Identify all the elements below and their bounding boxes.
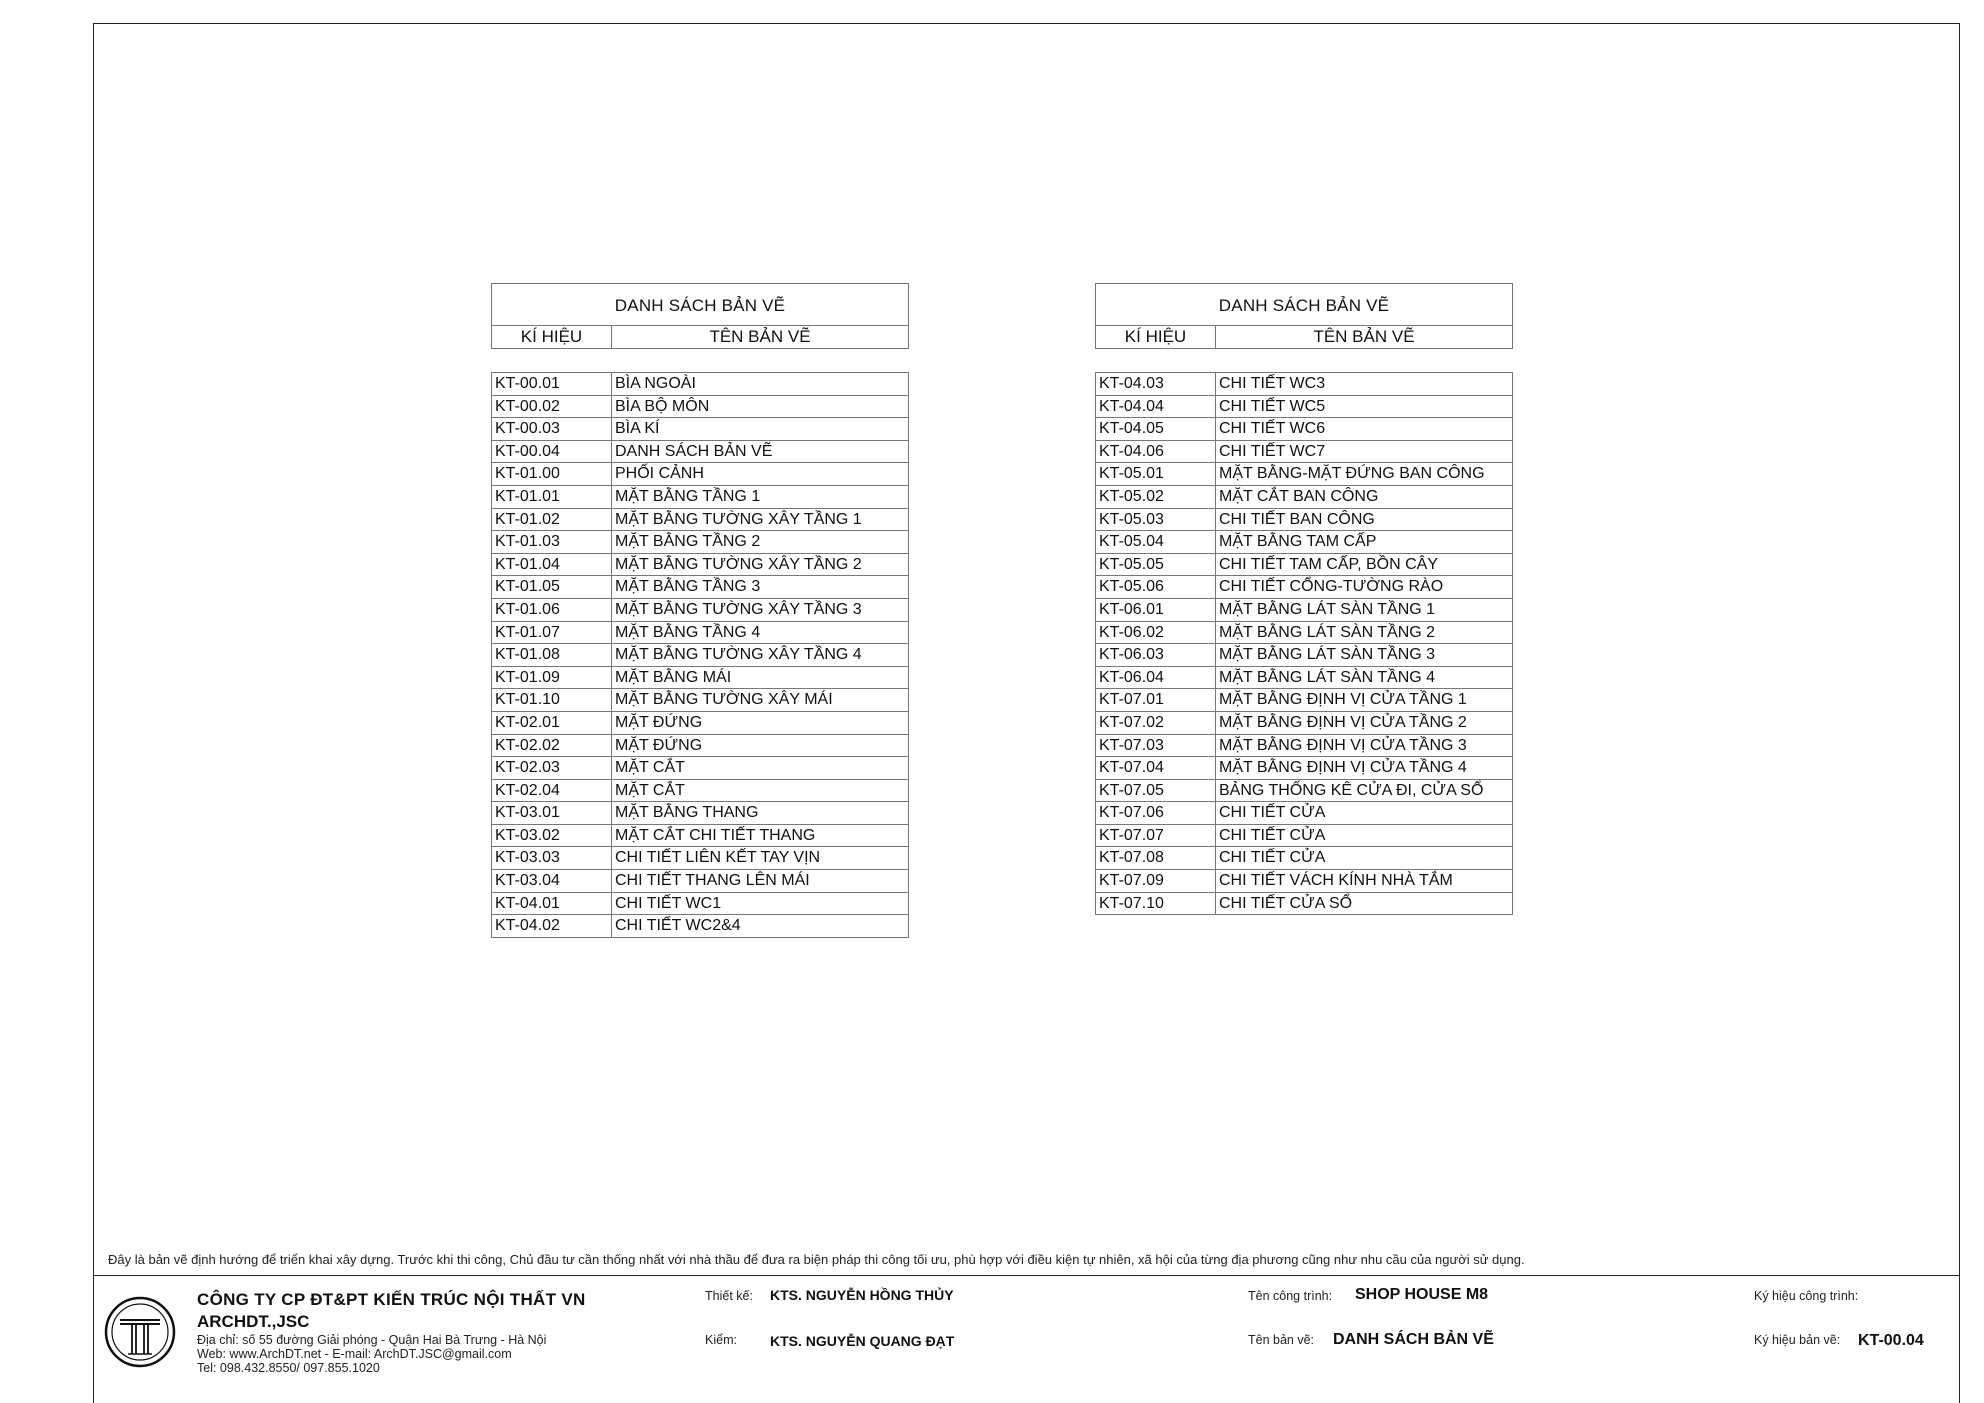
- drawing-code-cell: KT-03.01: [492, 802, 612, 824]
- table-row: [1096, 712, 1512, 735]
- drawing-name-cell: MẶT BẰNG ĐỊNH VỊ CỬA TẦNG 1: [1219, 691, 1467, 709]
- table-row: [1096, 486, 1512, 509]
- drawing-list-table-1: [491, 283, 909, 938]
- checker-label: Kiểm:: [705, 1333, 737, 1347]
- drawing-name-cell: BÌA NGOÀI: [615, 375, 696, 392]
- drawing-name-cell: MẶT BẰNG TƯỜNG XÂY TẦNG 3: [615, 600, 862, 618]
- drawing-code-cell: KT-06.03: [1096, 644, 1216, 666]
- drawing-name-cell: CHI TIẾT CỬA SỔ: [1219, 894, 1353, 912]
- table-row: [1096, 418, 1512, 441]
- designer-label: Thiết kế:: [705, 1289, 753, 1303]
- drawing-name-cell: MẶT BẰNG TẦNG 4: [615, 623, 761, 641]
- table-row: [1096, 531, 1512, 554]
- col-code-header: KÍ HIỆU: [1096, 326, 1216, 348]
- drawing-name-cell: BẢNG THỐNG KÊ CỬA ĐI, CỬA SỔ: [1219, 781, 1484, 799]
- drawing-code-cell: KT-06.01: [1096, 599, 1216, 621]
- drawing-name-cell: CHI TIẾT WC3: [1219, 375, 1326, 392]
- drawing-name-cell: MẶT CẮT: [615, 781, 685, 799]
- table-row: [1096, 802, 1512, 825]
- drawing-code-cell: KT-03.03: [492, 847, 612, 869]
- drawing-code-cell: KT-07.03: [1096, 735, 1216, 757]
- drawing-code-cell: KT-01.09: [492, 667, 612, 689]
- drawing-code-cell: KT-01.03: [492, 531, 612, 553]
- table-row: [1096, 667, 1512, 690]
- table-row: [492, 554, 908, 577]
- table-row: [492, 757, 908, 780]
- table-rows: [491, 372, 909, 938]
- drawing-name-cell: CHI TIẾT CỬA: [1219, 849, 1326, 867]
- drawing-code-cell: KT-01.04: [492, 554, 612, 576]
- table-row: [492, 802, 908, 825]
- drawing-code-cell: KT-02.02: [492, 735, 612, 757]
- table-row: [492, 418, 908, 441]
- drawing-name-cell: CHI TIẾT WC7: [1219, 442, 1326, 460]
- drawing-code-cell: KT-07.05: [1096, 780, 1216, 802]
- drawing-name-cell: MẶT BẰNG ĐỊNH VỊ CỬA TẦNG 2: [1219, 713, 1467, 731]
- table-row: [1096, 825, 1512, 848]
- table-row: [1096, 870, 1512, 893]
- table-row: [1096, 509, 1512, 532]
- table-row: [492, 486, 908, 509]
- company-address: Địa chỉ: số 55 đường Giải phóng - Quận Hai Bà Trưng - Hà Nội: [197, 1333, 547, 1347]
- drawing-name-cell: MẶT ĐỨNG: [615, 713, 703, 731]
- drawing-name-cell: CHI TIẾT BAN CÔNG: [1219, 510, 1375, 528]
- drawing-code-cell: KT-02.01: [492, 712, 612, 734]
- drawing-name-cell: CHI TIẾT TAM CẤP, BỒN CÂY: [1219, 555, 1439, 573]
- drawing-code-cell: KT-05.06: [1096, 576, 1216, 598]
- table-title: DANH SÁCH BẢN VẼ: [1218, 296, 1390, 315]
- drawing-name-cell: MẶT BẰNG TAM CẤP: [1219, 533, 1377, 551]
- drawing-name-cell: MẶT BẰNG TƯỜNG XÂY TẦNG 1: [615, 510, 862, 528]
- drawing-code-cell: KT-01.05: [492, 576, 612, 598]
- drawing-name-cell: MẶT BẰNG TẦNG 2: [615, 533, 761, 551]
- table-row: [492, 441, 908, 464]
- table-header: [1095, 283, 1513, 349]
- table-row: [1096, 780, 1512, 803]
- drawing-name-cell: MẶT BẰNG LÁT SÀN TẦNG 2: [1219, 623, 1436, 641]
- table-row: [492, 463, 908, 486]
- drawing-name-cell: CHI TIẾT WC1: [615, 894, 722, 912]
- table-row: [1096, 757, 1512, 780]
- drawing-code-cell: KT-07.09: [1096, 870, 1216, 892]
- company-web: Web: www.ArchDT.net - E-mail: ArchDT.JSC@gmail.com: [197, 1347, 512, 1361]
- table-row: [1096, 644, 1512, 667]
- table-row: [492, 667, 908, 690]
- drawing-code-cell: KT-04.01: [492, 893, 612, 915]
- drawing-name-cell: CHI TIẾT CỔNG-TƯỜNG RÀO: [1219, 578, 1444, 596]
- drawing-name-cell: MẶT BẰNG LÁT SÀN TẦNG 4: [1219, 668, 1436, 686]
- drawing-name-cell: CHI TIẾT WC6: [1219, 420, 1326, 438]
- drawing-code-cell: KT-04.02: [492, 915, 612, 937]
- drawing-code-cell: KT-04.03: [1096, 373, 1216, 395]
- table-row: [1096, 396, 1512, 419]
- drawing-code-cell: KT-00.04: [492, 441, 612, 463]
- title-block-divider: [93, 1275, 1960, 1276]
- table-row: [492, 825, 908, 848]
- checker-name: KTS. NGUYỄN QUANG ĐẠT: [770, 1333, 955, 1349]
- project-label: Tên công trình:: [1248, 1289, 1333, 1303]
- table-row: [492, 531, 908, 554]
- drawing-name-cell: CHI TIẾT THANG LÊN MÁI: [615, 872, 810, 890]
- drawing-code-cell: KT-01.07: [492, 622, 612, 644]
- table-row: [492, 735, 908, 758]
- drawing-code-cell: KT-06.02: [1096, 622, 1216, 644]
- drawing-code-cell: KT-03.04: [492, 870, 612, 892]
- drawing-code-cell: KT-03.02: [492, 825, 612, 847]
- table-row: [492, 373, 908, 396]
- table-row: [1096, 554, 1512, 577]
- drawing-name-cell: MẶT BẰNG THANG: [615, 804, 759, 822]
- drawing-code-cell: KT-01.01: [492, 486, 612, 508]
- drawing-list-table-2: [1095, 283, 1513, 915]
- table-rows: [1095, 372, 1513, 915]
- drawing-code-cell: KT-07.01: [1096, 689, 1216, 711]
- drawing-label: Tên bản vẽ:: [1248, 1333, 1315, 1347]
- table-row: [492, 915, 908, 938]
- table-row: [1096, 441, 1512, 464]
- drawing-code-cell: KT-01.08: [492, 644, 612, 666]
- table-row: [1096, 735, 1512, 758]
- drawing-code-cell: KT-00.01: [492, 373, 612, 395]
- drawing-code-cell: KT-05.04: [1096, 531, 1216, 553]
- disclaimer-note: Đây là bản vẽ định hướng để triển khai xây dựng. Trước khi thi công, Chủ đầu tư cần thống nhất với nhà thầu để đưa ra biện pháp thi công tối ưu, phù hợp với điều kiện tự nhiên, xã hội của từng địa phương cũng như nhu cầu của người sử dụng.: [108, 1252, 1525, 1267]
- table-row: [492, 396, 908, 419]
- drawing-code-cell: KT-01.00: [492, 463, 612, 485]
- drawing-code-cell: KT-07.04: [1096, 757, 1216, 779]
- drawing-code-cell: KT-07.07: [1096, 825, 1216, 847]
- drawing-name-cell: MẶT ĐỨNG: [615, 736, 703, 754]
- drawing-name-cell: MẶT CẮT: [615, 759, 685, 777]
- drawing-code-cell: KT-01.10: [492, 689, 612, 711]
- drawing-name-cell: MẶT CẮT CHI TIẾT THANG: [615, 826, 816, 844]
- drawing-code-cell: KT-01.06: [492, 599, 612, 621]
- drawing-code-cell: KT-05.01: [1096, 463, 1216, 485]
- drawing-name-cell: MẶT BẰNG TƯỜNG XÂY TẦNG 4: [615, 646, 862, 664]
- drawing-name-cell: MẶT BẰNG TƯỜNG XÂY MÁI: [615, 691, 833, 709]
- drawing-frame: [93, 23, 1960, 1403]
- table-row: [1096, 373, 1512, 396]
- drawing-name-cell: MẶT BẰNG ĐỊNH VỊ CỬA TẦNG 3: [1219, 736, 1467, 754]
- drawing-name-cell: CHI TIẾT CỬA: [1219, 826, 1326, 844]
- table-row: [492, 644, 908, 667]
- drawing-name-cell: CHI TIẾT LIÊN KẾT TAY VỊN: [615, 849, 821, 867]
- drawing-name-cell: CHI TIẾT WC2&4: [615, 917, 741, 935]
- drawing-code-cell: KT-04.05: [1096, 418, 1216, 440]
- drawing-name-cell: MẶT BẰNG ĐỊNH VỊ CỬA TẦNG 4: [1219, 759, 1467, 777]
- col-name-header: TÊN BẢN VẼ: [1313, 327, 1415, 346]
- drawing-code-cell: KT-07.06: [1096, 802, 1216, 824]
- designer-name: KTS. NGUYỄN HỒNG THỦY: [770, 1287, 954, 1303]
- table-row: [492, 712, 908, 735]
- col-name-header: TÊN BẢN VẼ: [709, 327, 811, 346]
- table-row: [492, 599, 908, 622]
- drawing-code-cell: KT-05.05: [1096, 554, 1216, 576]
- company-tel: Tel: 098.432.8550/ 097.855.1020: [197, 1361, 380, 1375]
- project-name: SHOP HOUSE M8: [1355, 1286, 1489, 1303]
- drawing-name-cell: MẶT BẰNG-MẶT ĐỨNG BAN CÔNG: [1219, 465, 1485, 483]
- project-code-label: Ký hiệu công trình:: [1754, 1289, 1859, 1303]
- company-logo-icon: [104, 1296, 176, 1368]
- drawing-code-cell: KT-06.04: [1096, 667, 1216, 689]
- drawing-code-cell: KT-00.03: [492, 418, 612, 440]
- table-header: [491, 283, 909, 349]
- drawing-code-cell: KT-07.10: [1096, 893, 1216, 915]
- drawing-name-cell: MẶT BẰNG TẦNG 3: [615, 578, 761, 596]
- drawing-name-cell: CHI TIẾT CỬA: [1219, 804, 1326, 822]
- drawing-code-cell: KT-01.02: [492, 509, 612, 531]
- drawing-name-cell: MẶT BẰNG TẦNG 1: [615, 487, 761, 505]
- table-row: [492, 689, 908, 712]
- drawing-code-cell: KT-02.04: [492, 780, 612, 802]
- drawing-code-cell: KT-07.08: [1096, 847, 1216, 869]
- col-code-header: KÍ HIỆU: [492, 326, 612, 348]
- table-row: [492, 847, 908, 870]
- table-row: [1096, 463, 1512, 486]
- drawing-code-cell: KT-05.02: [1096, 486, 1216, 508]
- drawing-name-cell: CHI TIẾT WC5: [1219, 397, 1326, 415]
- drawing-code-cell: KT-07.02: [1096, 712, 1216, 734]
- company-abbr: ARCHDT.,JSC: [197, 1312, 310, 1331]
- table-row: [1096, 847, 1512, 870]
- table-row: [492, 780, 908, 803]
- drawing-name-cell: CHI TIẾT VÁCH KÍNH NHÀ TẮM: [1219, 872, 1453, 890]
- table-row: [1096, 689, 1512, 712]
- table-row: [1096, 576, 1512, 599]
- table-title: DANH SÁCH BẢN VẼ: [614, 296, 786, 315]
- drawing-name-cell: PHỐI CẢNH: [615, 465, 704, 483]
- drawing-name-cell: BÌA BỘ MÔN: [615, 397, 710, 415]
- table-row: [1096, 622, 1512, 645]
- drawing-code: KT-00.04: [1858, 1332, 1924, 1349]
- table-row: [492, 622, 908, 645]
- drawing-name-cell: MẶT BẰNG MÁI: [615, 668, 732, 686]
- drawing-name-cell: MẶT BẰNG LÁT SÀN TẦNG 1: [1219, 600, 1436, 618]
- drawing-code-label: Ký hiệu bản vẽ:: [1754, 1333, 1841, 1347]
- drawing-code-cell: KT-00.02: [492, 396, 612, 418]
- drawing-name-cell: DANH SÁCH BẢN VẼ: [615, 442, 773, 460]
- drawing-name-cell: MẶT CẮT BAN CÔNG: [1219, 487, 1379, 505]
- table-row: [1096, 599, 1512, 622]
- table-row: [492, 893, 908, 916]
- company-name: CÔNG TY CP ĐT&PT KIẾN TRÚC NỘI THẤT VN: [197, 1290, 586, 1309]
- drawing-name-cell: MẶT BẰNG LÁT SÀN TẦNG 3: [1219, 646, 1436, 664]
- table-row: [492, 576, 908, 599]
- drawing-code-cell: KT-04.06: [1096, 441, 1216, 463]
- drawing-code-cell: KT-04.04: [1096, 396, 1216, 418]
- drawing-code-cell: KT-02.03: [492, 757, 612, 779]
- drawing-name-cell: BÌA KÍ: [615, 420, 660, 438]
- table-row: [492, 509, 908, 532]
- table-row: [492, 870, 908, 893]
- table-row: [1096, 893, 1512, 916]
- drawing-name: DANH SÁCH BẢN VẼ: [1333, 1331, 1494, 1348]
- drawing-name-cell: MẶT BẰNG TƯỜNG XÂY TẦNG 2: [615, 555, 862, 573]
- drawing-code-cell: KT-05.03: [1096, 509, 1216, 531]
